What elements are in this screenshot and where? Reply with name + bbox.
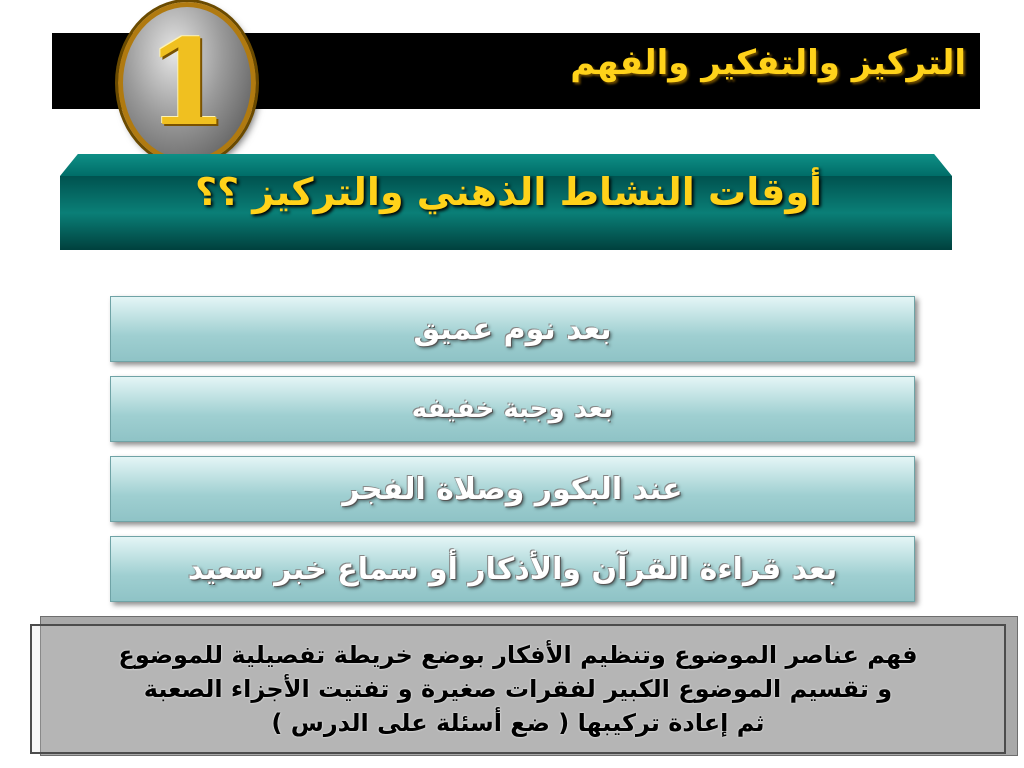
- list-item: [110, 456, 915, 522]
- list-item-text: بعد نوم عميق: [413, 311, 612, 347]
- number-badge: [118, 2, 256, 164]
- number-digit: 1: [145, 13, 229, 152]
- list-item-text: بعد قراءة القرآن والأذكار أو سماع خبر سعيد: [187, 551, 838, 587]
- slide-title: التركيز والتفكير والفهم: [570, 43, 966, 83]
- note-box: [30, 624, 1006, 754]
- list-item: [110, 296, 915, 362]
- list-item-text: عند البكور وصلاة الفجر: [342, 471, 683, 507]
- list-item: [110, 376, 915, 442]
- banner-title: أوقات النشاط الذهني والتركيز ؟؟: [194, 170, 822, 214]
- note-text: [118, 638, 917, 740]
- note-line-2: و تقسيم الموضوع الكبير لفقرات صغيرة و تفتيت الأجزاء الصعبة: [143, 674, 893, 703]
- note-line-1: فهم عناصر الموضوع وتنظيم الأفكار بوضع خريطة تفصيلية للموضوع: [118, 640, 918, 669]
- section-banner: [60, 154, 952, 250]
- list-item-text: بعد وجبة خفيفه: [411, 394, 614, 424]
- note-line-3: ثم إعادة تركيبها ( ضع أسئلة على الدرس ): [271, 709, 765, 738]
- list-item: [110, 536, 915, 602]
